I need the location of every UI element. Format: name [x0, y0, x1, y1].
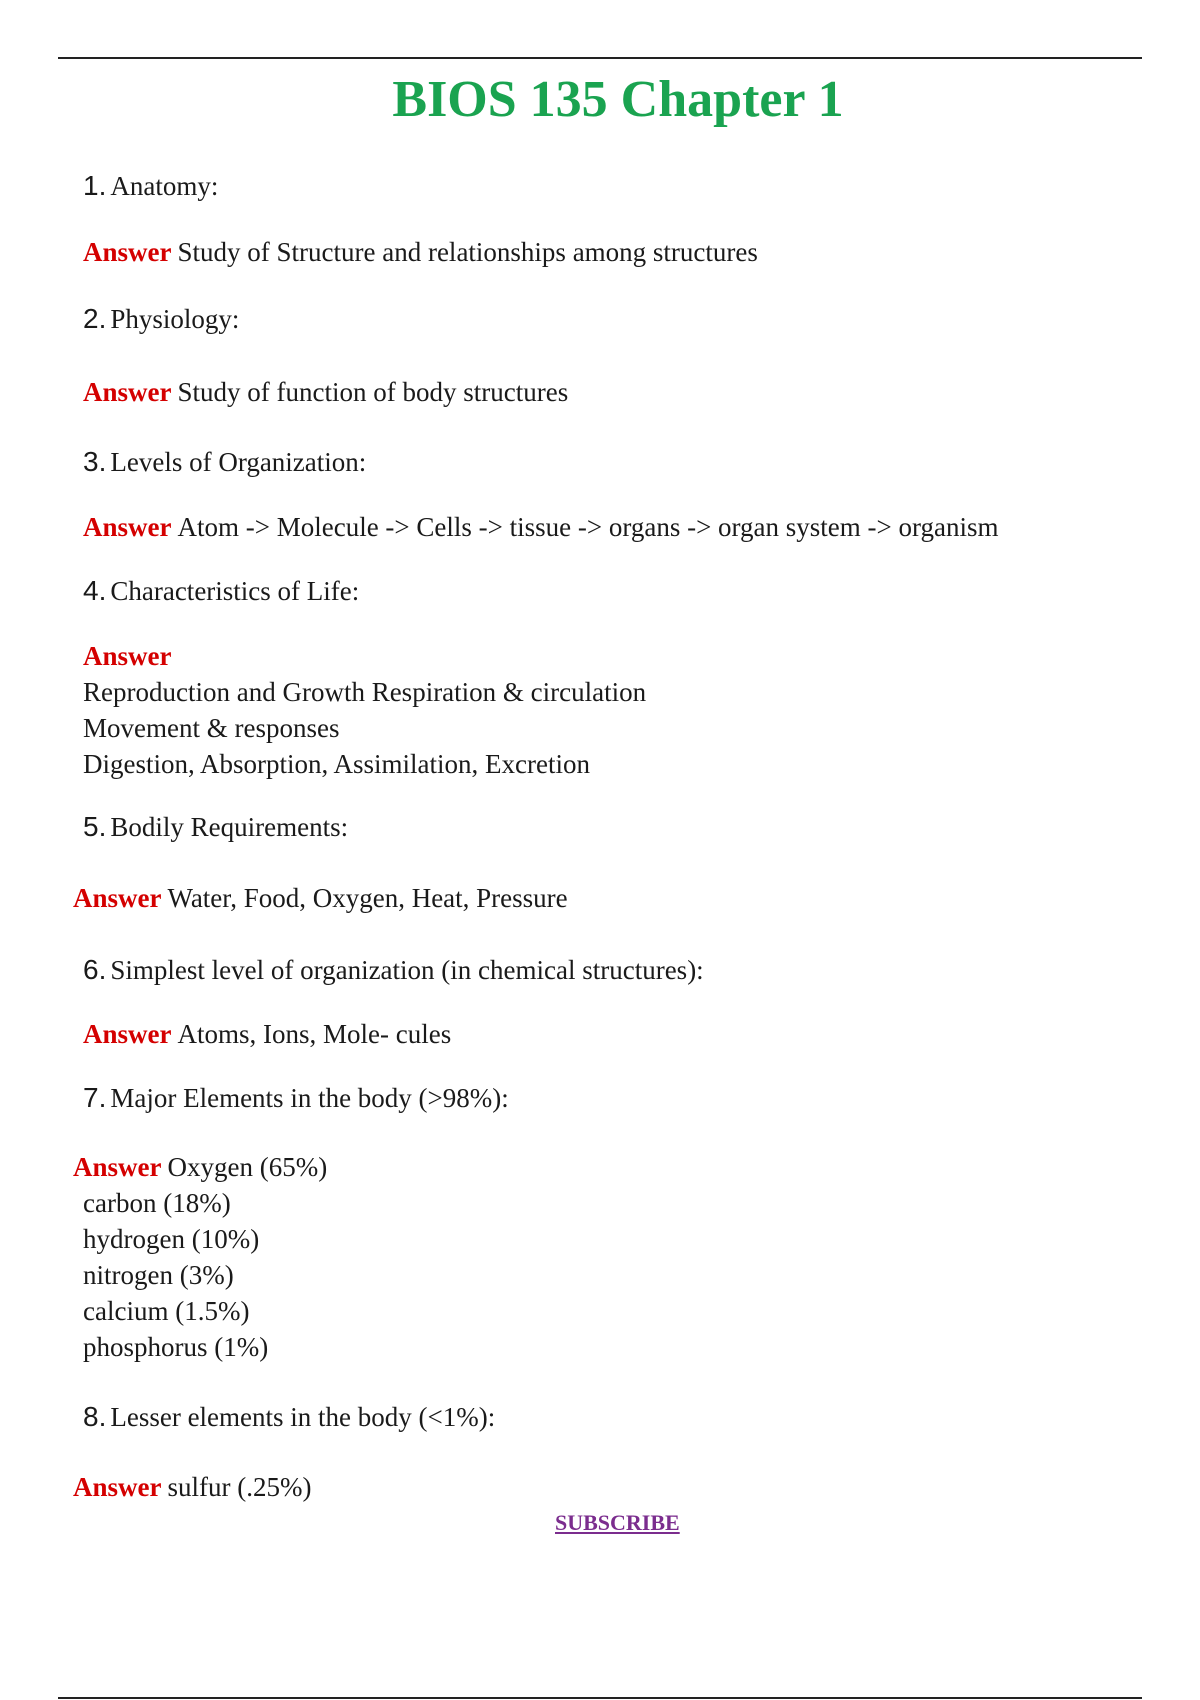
- question-3: [83, 446, 366, 478]
- question-text: Physiology:: [110, 304, 240, 334]
- answer-label: Answer: [83, 237, 172, 267]
- question-number: 8.: [83, 1401, 107, 1432]
- answer-text: Study of function of body structures: [177, 377, 569, 407]
- answer-label: Answer: [73, 883, 162, 913]
- question-text: Characteristics of Life:: [110, 576, 360, 606]
- answer-7: [73, 1149, 327, 1365]
- question-number: 2.: [83, 303, 107, 334]
- question-number: 1.: [83, 170, 107, 201]
- answer-line: nitrogen (3%): [83, 1260, 234, 1290]
- answer-text: sulfur (.25%): [167, 1472, 312, 1502]
- answer-text: Atom -> Molecule -> Cells -> tissue -> organs -> organ system -> organism: [177, 512, 999, 542]
- answer-4: [83, 638, 646, 782]
- question-text: Levels of Organization:: [110, 447, 367, 477]
- answer-3: [83, 509, 999, 545]
- answer-text: Study of Structure and relationships among structures: [177, 237, 758, 267]
- answer-label: Answer: [83, 641, 172, 671]
- answer-line: carbon (18%): [83, 1188, 231, 1218]
- answer-line: calcium (1.5%): [83, 1296, 250, 1326]
- answer-2: [83, 374, 568, 410]
- question-7: [83, 1082, 509, 1114]
- question-2: [83, 303, 239, 335]
- question-number: 5.: [83, 811, 107, 842]
- question-number: 3.: [83, 446, 107, 477]
- question-6: [83, 954, 704, 986]
- question-8: [83, 1401, 495, 1433]
- question-text: Simplest level of organization (in chemical structures):: [110, 955, 704, 985]
- answer-8: [73, 1469, 311, 1505]
- answer-1: [83, 234, 758, 270]
- answer-line: hydrogen (10%): [83, 1224, 260, 1254]
- answer-line: Digestion, Absorption, Assimilation, Excretion: [83, 749, 590, 779]
- question-number: 6.: [83, 954, 107, 985]
- question-4: [83, 575, 359, 607]
- answer-label: Answer: [73, 1472, 162, 1502]
- answer-line: Oxygen (65%): [167, 1152, 328, 1182]
- question-text: Bodily Requirements:: [110, 812, 349, 842]
- question-number: 4.: [83, 575, 107, 606]
- answer-line: Movement & responses: [83, 713, 340, 743]
- answer-line: Reproduction and Growth Respiration & circulation: [83, 677, 647, 707]
- top-rule: [58, 57, 1142, 59]
- bottom-rule: [58, 1697, 1142, 1699]
- answer-label: Answer: [73, 1152, 162, 1182]
- answer-line: phosphorus (1%): [83, 1332, 269, 1362]
- question-text: Major Elements in the body (>98%):: [110, 1083, 509, 1113]
- question-1: [83, 170, 218, 202]
- answer-6: [83, 1016, 451, 1052]
- answer-5: [73, 880, 568, 916]
- question-text: Anatomy:: [110, 171, 219, 201]
- answer-label: Answer: [83, 377, 172, 407]
- subscribe-link[interactable]: SUBSCRIBE: [555, 1510, 680, 1535]
- page-title: BIOS 135 Chapter 1: [392, 71, 844, 128]
- question-5: [83, 811, 348, 843]
- question-text: Lesser elements in the body (<1%):: [110, 1402, 496, 1432]
- answer-text: Water, Food, Oxygen, Heat, Pressure: [167, 883, 568, 913]
- answer-label: Answer: [83, 512, 172, 542]
- answer-text: Atoms, Ions, Mole- cules: [177, 1019, 452, 1049]
- answer-label: Answer: [83, 1019, 172, 1049]
- question-number: 7.: [83, 1082, 107, 1113]
